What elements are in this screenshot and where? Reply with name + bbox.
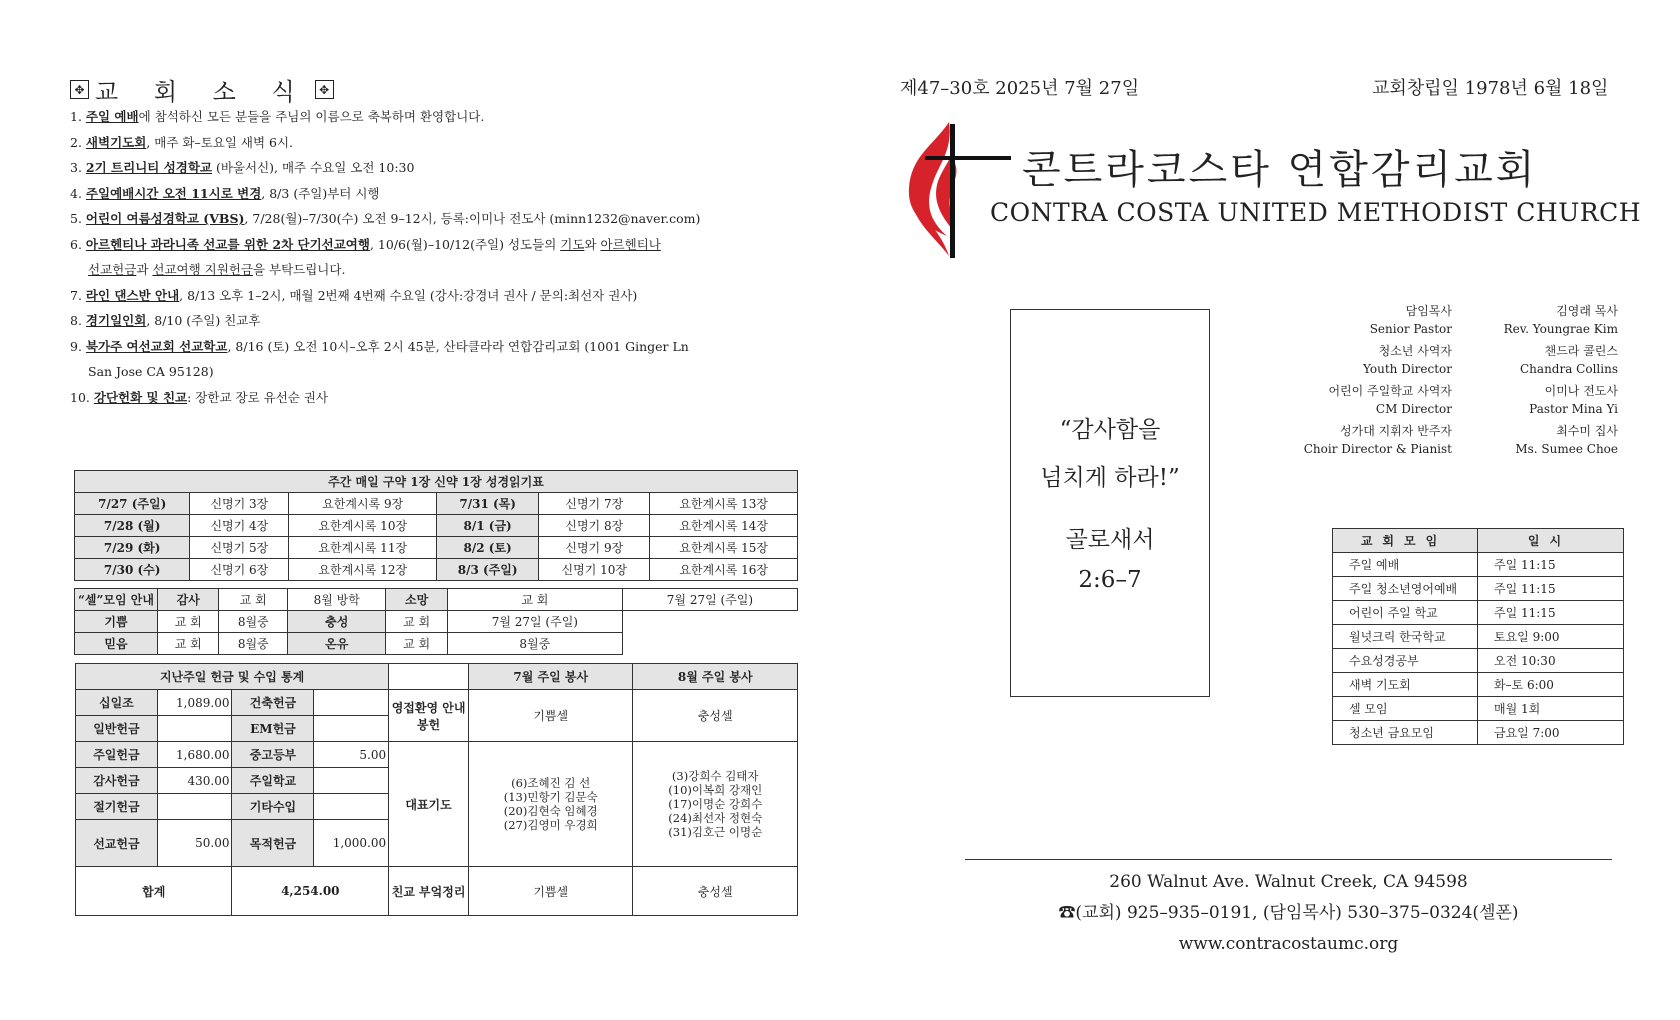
gathering-name: 어린이 주일 학교 [1333, 601, 1478, 625]
cell-group-info: 8월 방학 [288, 589, 386, 611]
news-heading [70, 72, 334, 107]
staff-name-en: Ms. Sumee Choe [1515, 442, 1618, 456]
reading-chapter: 요한계시록 9장 [289, 493, 437, 515]
gathering-time: 주일 11:15 [1478, 577, 1624, 601]
fellowship-july: 기쁨셀 [468, 867, 632, 916]
staff-name [1460, 422, 1618, 458]
item-title: 2기 트리니티 성경학교 [85, 160, 212, 175]
table-row [75, 633, 798, 655]
staff-role-en: CM Director [1375, 402, 1452, 416]
item-text: 을 부탁드립니다. [252, 262, 346, 277]
offering-label: 건축헌금 [232, 690, 314, 716]
reading-date: 7/30 (수) [75, 559, 190, 581]
item-text: , 8/3 (주일)부터 시행 [261, 185, 380, 201]
offering-value [314, 794, 389, 820]
greeting-label: 영접환영 안내봉헌 [389, 690, 469, 742]
service-aug-header: 8월 주일 봉사 [633, 664, 798, 690]
gathering-name: 주일 청소년영어예배 [1333, 577, 1478, 601]
item-title: 새벽기도회 [85, 134, 147, 150]
prayer-entry: (3)강희수 김태자 [671, 769, 759, 783]
cell-meeting-label: “셀”모임 안내 [75, 589, 158, 611]
cell-group-info: 교 회 [219, 589, 288, 611]
staff-name-ko: 김영래 목사 [1556, 304, 1618, 318]
cell-group-name: 온유 [288, 633, 386, 655]
offering-label: EM헌금 [232, 716, 314, 742]
offering-label: 중고등부 [232, 742, 314, 768]
offering-label: 십일조 [76, 690, 158, 716]
item-title: 라인 댄스반 안내 [85, 287, 180, 303]
fellowship-label: 친교 부엌정리 [389, 867, 469, 916]
table-row [75, 515, 798, 537]
offering-label: 목적헌금 [232, 820, 314, 867]
gathering-name: 수요성경공부 [1333, 649, 1478, 673]
reading-chapter: 요한계시록 12장 [289, 559, 437, 581]
offering-value [157, 716, 232, 742]
offering-label: 선교헌금 [76, 820, 158, 867]
service-july-header: 7월 주일 봉사 [468, 664, 632, 690]
item-text: , 8/10 (주일) 친교후 [146, 313, 261, 328]
news-item [70, 206, 800, 232]
reading-date: 8/1 (금) [437, 515, 539, 537]
reading-chapter: 신명기 4장 [190, 515, 289, 537]
news-item [70, 155, 800, 181]
footer-rule [965, 859, 1612, 860]
news-item [70, 385, 800, 411]
staff-name-en: Pastor Mina Yi [1529, 402, 1618, 416]
news-item [70, 283, 800, 309]
church-name-english: CONTRA COSTA UNITED METHODIST CHURCH [990, 198, 1642, 227]
table-row [75, 611, 798, 633]
offering-label: 일반헌금 [76, 716, 158, 742]
cell-group-name: 소망 [386, 589, 447, 611]
greeting-aug: 충성셀 [633, 690, 798, 742]
staff-role [1250, 302, 1452, 338]
offering-value: 1,000.00 [314, 820, 389, 867]
table-row [1333, 697, 1624, 721]
offering-value [157, 794, 232, 820]
gathering-name: 주일 예배 [1333, 553, 1478, 577]
reading-chapter: 신명기 5장 [190, 537, 289, 559]
founded-date: 교회창립일 1978년 6월 18일 [1372, 78, 1609, 99]
offering-label: 감사헌금 [76, 768, 158, 794]
reading-date: 7/31 (목) [437, 493, 539, 515]
prayer-july-list [468, 742, 632, 867]
reading-date: 7/28 (월) [75, 515, 190, 537]
cell-group-info: 8월중 [219, 611, 288, 633]
reading-chapter: 신명기 3장 [190, 493, 289, 515]
item-title: 강단헌화 및 친교 [93, 389, 188, 405]
staff-role [1250, 382, 1452, 418]
staff-name-ko: 최수미 집사 [1556, 424, 1618, 438]
offering-label: 절기헌금 [76, 794, 158, 820]
reading-date: 8/2 (토) [437, 537, 539, 559]
gathering-time: 금요일 7:00 [1478, 721, 1624, 745]
gatherings-header: 일시 [1478, 529, 1624, 553]
staff-name [1460, 382, 1618, 418]
prayer-entry: (27)김영미 우경희 [503, 818, 598, 832]
item-text: 에 참석하신 모든 분들을 주님의 이름으로 축복하며 환영합니다. [138, 109, 485, 124]
staff-role-ko: 성가대 지휘자 반주자 [1340, 424, 1452, 438]
gathering-name: 새벽 기도회 [1333, 673, 1478, 697]
staff-role [1250, 422, 1452, 458]
staff-name-ko: 챈드라 콜린스 [1544, 344, 1618, 358]
reading-chapter: 신명기 8장 [539, 515, 650, 537]
table-row [1333, 553, 1624, 577]
gathering-time: 주일 11:15 [1478, 553, 1624, 577]
website-link[interactable]: www.contracostaumc.org [1178, 934, 1399, 954]
staff-name-en: Chandra Collins [1520, 362, 1618, 376]
verse-box [1010, 309, 1210, 697]
item-number: 9. [70, 338, 82, 354]
item-underline: 선교헌금 [88, 262, 137, 277]
item-text: , 8/16 (토) 오전 10시–오후 2시 45분, 산타클라라 연합감리교회 (1001 Ginger Ln [227, 338, 689, 354]
item-underline: 선교여행 지원헌금 [152, 262, 253, 277]
issue-number: 제47–30호 2025년 7월 27일 [900, 78, 1140, 99]
item-text: : 장한교 장로 유선순 권사 [187, 389, 328, 405]
staff-role-en: Youth Director [1363, 362, 1452, 376]
reading-chapter: 요한계시록 13장 [650, 493, 798, 515]
item-number: 2. [70, 134, 82, 150]
item-number: 6. [70, 236, 82, 252]
cell-group-info: 7월 27일 (주일) [447, 611, 622, 633]
staff-name-en: Rev. Youngrae Kim [1503, 322, 1618, 336]
total-value: 4,254.00 [232, 867, 389, 916]
news-item [70, 334, 800, 360]
diamond-box-icon: ✥ [70, 80, 89, 99]
news-item-continued [70, 359, 800, 385]
blank-cell [389, 664, 469, 690]
staff-role-ko: 담임목사 [1405, 304, 1452, 318]
item-number: 4. [70, 185, 82, 201]
gathering-time: 오전 10:30 [1478, 649, 1624, 673]
cell-group-name: 감사 [158, 589, 219, 611]
prayer-entry: (31)김호근 이명순 [668, 825, 763, 839]
table-row [1333, 625, 1624, 649]
staff-name-ko: 이미나 전도사 [1544, 384, 1618, 398]
prayer-entry: (10)이복희 강재인 [668, 783, 763, 797]
item-text: , 8/13 오후 1–2시, 매월 2번째 4번째 수요일 (강사:강경녀 권사 / 문의:최선자 권사) [179, 287, 638, 303]
staff-role-ko: 청소년 사역자 [1378, 344, 1452, 358]
table-row [1333, 577, 1624, 601]
staff-role [1250, 342, 1452, 378]
item-title: 아르헨티나 과라니족 선교를 위한 2차 단기선교여행 [85, 236, 370, 252]
fellowship-aug: 충성셀 [633, 867, 798, 916]
news-item-continued [70, 257, 800, 283]
offering-label: 주일학교 [232, 768, 314, 794]
staff-name [1460, 302, 1618, 338]
gathering-time: 토요일 9:00 [1478, 625, 1624, 649]
prayer-entry: (13)민항기 김문숙 [503, 790, 598, 804]
reading-chapter: 요한계시록 14장 [650, 515, 798, 537]
phone-numbers: ☎(교회) 925–935–0191, (담임목사) 530–375–0324(셀폰) [1058, 903, 1519, 923]
reading-chapter: 요한계시록 11장 [289, 537, 437, 559]
reading-chapter: 요한계시록 10장 [289, 515, 437, 537]
item-underline: 아르헨티나 [600, 236, 661, 252]
news-title: 교 회 소 식 [95, 78, 309, 106]
item-title: 주일예배시간 오전 11시로 변경 [85, 185, 262, 201]
gathering-time: 화–토 6:00 [1478, 673, 1624, 697]
offering-value [314, 716, 389, 742]
reading-chapter: 신명기 6장 [190, 559, 289, 581]
reading-chapter: 요한계시록 16장 [650, 559, 798, 581]
prayer-entry: (17)이명순 강희수 [668, 797, 763, 811]
table-row [75, 537, 798, 559]
prayer-entry: (20)김현숙 임혜경 [503, 804, 598, 818]
cross-and-flame-icon [903, 116, 1013, 260]
item-number: 3. [70, 160, 82, 175]
church-name-korean: 콘트라코스타 연합감리교회 [1022, 147, 1538, 193]
cell-group-info: 교 회 [386, 633, 447, 655]
item-text: 과 [136, 262, 153, 277]
cell-group-name: 기쁨 [75, 611, 158, 633]
table-row [1333, 721, 1624, 745]
offering-value: 5.00 [314, 742, 389, 768]
address: 260 Walnut Ave. Walnut Creek, CA 94598 [1109, 872, 1468, 892]
news-list [70, 104, 800, 410]
item-number: 5. [70, 211, 82, 226]
cell-group-info: 교 회 [386, 611, 447, 633]
item-number: 1. [70, 109, 82, 124]
cell-group-info: 교 회 [158, 611, 219, 633]
offering-label: 기타수입 [232, 794, 314, 820]
gathering-time: 주일 11:15 [1478, 601, 1624, 625]
item-title: 북가주 여선교회 선교학교 [85, 338, 228, 354]
prayer-entry: (24)최선자 정현숙 [668, 811, 763, 825]
gathering-time: 매월 1회 [1478, 697, 1624, 721]
table-row [1333, 601, 1624, 625]
cell-group-info: 8월중 [447, 633, 622, 655]
item-number: 8. [70, 313, 82, 328]
table-row [75, 559, 798, 581]
item-text: , 7/28(월)–7/30(수) 오전 9–12시, 등록:이미나 전도사 (minn1232@naver.com) [244, 211, 701, 226]
reading-date: 7/29 (화) [75, 537, 190, 559]
staff-role-ko: 어린이 주일학교 사역자 [1328, 384, 1452, 398]
reading-chapter: 요한계시록 15장 [650, 537, 798, 559]
footer [965, 867, 1612, 960]
reading-chapter: 신명기 7장 [539, 493, 650, 515]
item-underline: 기도 [560, 236, 585, 252]
news-item [70, 181, 800, 207]
offering-table [75, 663, 798, 916]
cell-group-name: 믿음 [75, 633, 158, 655]
gatherings-header: 교회모임 [1333, 529, 1478, 553]
prayer-entry: (6)조혜진 김 선 [511, 776, 591, 790]
reading-date: 8/3 (주일) [437, 559, 539, 581]
offering-title: 지난주일 헌금 및 수입 통계 [76, 664, 389, 690]
greeting-july: 기쁨셀 [468, 690, 632, 742]
reading-chapter: 신명기 10장 [539, 559, 650, 581]
reading-date: 7/27 (주일) [75, 493, 190, 515]
item-title: 경기일인회 [85, 313, 147, 328]
table-row [75, 493, 798, 515]
news-item [70, 130, 800, 156]
table-row [1333, 649, 1624, 673]
item-text: , 매주 화–토요일 새벽 6시. [146, 134, 294, 150]
table-title: 주간 매일 구약 1장 신약 1장 성경읽기표 [75, 471, 798, 493]
bible-reading-table [74, 470, 798, 581]
cell-group-name: 충성 [288, 611, 386, 633]
item-text: San Jose CA 95128) [88, 364, 214, 379]
reading-chapter: 신명기 9장 [539, 537, 650, 559]
news-item [70, 104, 800, 130]
prayer-aug-list [633, 742, 798, 867]
cell-group-info: 8월중 [219, 633, 288, 655]
item-text: 와 [584, 236, 601, 252]
offering-value [314, 768, 389, 794]
news-item [70, 232, 800, 258]
offering-value: 430.00 [157, 768, 232, 794]
item-title: 어린이 여름성경학교 (VBS) [85, 211, 245, 226]
offering-value: 1,089.00 [157, 690, 232, 716]
item-number: 10. [70, 389, 90, 405]
total-label: 합계 [76, 867, 232, 916]
prayer-label: 대표기도 [389, 742, 469, 867]
gathering-name: 셀 모임 [1333, 697, 1478, 721]
offering-value: 50.00 [157, 820, 232, 867]
verse-line: 넘치게 하라!” [1040, 465, 1180, 491]
staff-role-en: Choir Director & Pianist [1303, 442, 1452, 456]
verse-reference: 2:6–7 [1078, 567, 1142, 593]
cell-group-info: 7월 27일 (주일) [622, 589, 797, 611]
offering-value: 1,680.00 [157, 742, 232, 768]
verse-reference: 골로새서 [1065, 527, 1155, 553]
staff-name [1460, 342, 1618, 378]
cell-meeting-table [74, 588, 798, 655]
cell-group-info: 교 회 [447, 589, 622, 611]
gathering-name: 청소년 금요모임 [1333, 721, 1478, 745]
item-text: , 10/6(월)–10/12(주일) 성도들의 [369, 236, 561, 252]
diamond-box-icon: ✥ [315, 80, 334, 99]
offering-label: 주일헌금 [76, 742, 158, 768]
item-text: (바울서신), 매주 수요일 오전 10:30 [212, 160, 415, 175]
verse-line: “감사함을 [1059, 417, 1161, 443]
item-number: 7. [70, 287, 82, 303]
staff-role-en: Senior Pastor [1369, 322, 1452, 336]
gathering-name: 월넛크릭 한국학교 [1333, 625, 1478, 649]
gatherings-table [1332, 528, 1624, 745]
cell-group-info: 교 회 [158, 633, 219, 655]
table-row [1333, 673, 1624, 697]
news-item [70, 308, 800, 334]
item-title: 주일 예배 [85, 109, 139, 124]
offering-value [314, 690, 389, 716]
